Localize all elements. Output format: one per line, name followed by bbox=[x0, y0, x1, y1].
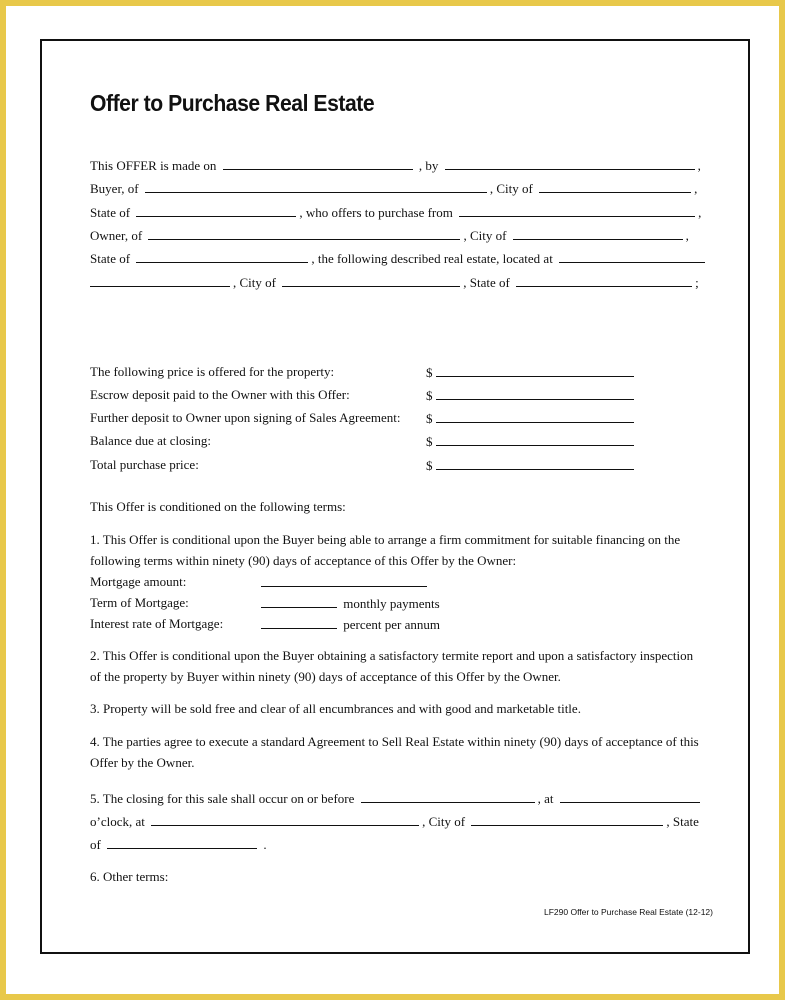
mortgage-amount-label: Mortgage amount: bbox=[90, 574, 187, 589]
price-field-row bbox=[426, 387, 637, 404]
owner-name-field[interactable] bbox=[459, 204, 695, 217]
conditions-intro: This Offer is conditioned on the following terms: bbox=[90, 499, 346, 514]
term-5-line-2 bbox=[90, 813, 699, 830]
label: , City of bbox=[489, 181, 533, 196]
intro-line-6 bbox=[90, 274, 699, 291]
label: , who offers to purchase from bbox=[299, 205, 453, 220]
dollar-sign: $ bbox=[426, 365, 433, 380]
label: , City of bbox=[463, 228, 507, 243]
intro-line-3 bbox=[90, 204, 701, 221]
mortgage-amount-field[interactable] bbox=[261, 574, 427, 587]
interest-rate-row bbox=[258, 616, 440, 633]
label: . bbox=[263, 837, 267, 852]
label: , State bbox=[666, 814, 699, 829]
term-of-mortgage-field[interactable] bbox=[261, 595, 337, 608]
term-of-mortgage-label: Term of Mortgage: bbox=[90, 595, 189, 610]
price-field-row bbox=[426, 457, 637, 474]
label: , bbox=[694, 181, 698, 196]
price-label: Balance due at closing: bbox=[90, 433, 211, 448]
term-6-text: 6. Other terms: bbox=[90, 869, 169, 884]
dollar-sign: $ bbox=[426, 411, 433, 426]
buyer-state-field[interactable] bbox=[136, 204, 296, 217]
term-2-text-cont: of the property by Buyer within ninety (90) days of acceptance of this Offer by the Owner. bbox=[90, 669, 561, 684]
label: , at bbox=[537, 791, 554, 806]
label: 5. The closing for this sale shall occur on or before bbox=[90, 791, 355, 806]
owner-state-field[interactable] bbox=[136, 250, 308, 263]
label: , City of bbox=[422, 814, 466, 829]
price-field-row bbox=[426, 433, 637, 450]
escrow-deposit-field[interactable] bbox=[436, 387, 634, 400]
interest-rate-field[interactable] bbox=[261, 616, 337, 629]
label: This OFFER is made on bbox=[90, 158, 217, 173]
price-label: Escrow deposit paid to the Owner with this Offer: bbox=[90, 387, 350, 402]
term-1-text-cont: following terms within ninety (90) days of acceptance of this Offer by the Owner: bbox=[90, 553, 517, 568]
price-field-row bbox=[426, 364, 637, 381]
property-location-field[interactable] bbox=[559, 250, 705, 263]
price-field-row bbox=[426, 410, 637, 427]
label: ; bbox=[695, 275, 699, 290]
dollar-sign: $ bbox=[426, 434, 433, 449]
property-city-field[interactable] bbox=[282, 274, 460, 287]
buyer-address-field[interactable] bbox=[145, 180, 487, 193]
label: of bbox=[90, 837, 101, 852]
percent-per-annum-label: percent per annum bbox=[343, 617, 440, 632]
form-footer: LF290 Offer to Purchase Real Estate (12-12) bbox=[544, 907, 713, 917]
term-4-text: 4. The parties agree to execute a standard Agreement to Sell Real Estate within ninety (90) days of acceptance of this bbox=[90, 734, 699, 749]
further-deposit-field[interactable] bbox=[436, 410, 634, 423]
price-label: Further deposit to Owner upon signing of Sales Agreement: bbox=[90, 410, 401, 425]
property-state-field[interactable] bbox=[516, 274, 692, 287]
term-2-text: 2. This Offer is conditional upon the Buyer obtaining a satisfactory termite report and upon a satisfactory inspection bbox=[90, 648, 694, 663]
intro-line-1 bbox=[90, 157, 701, 174]
label: , State of bbox=[463, 275, 510, 290]
label: , bbox=[698, 205, 702, 220]
mortgage-amount-row bbox=[258, 574, 430, 591]
closing-time-field[interactable] bbox=[560, 790, 700, 803]
closing-date-field[interactable] bbox=[361, 790, 535, 803]
label: , bbox=[685, 228, 689, 243]
term-5-line-3 bbox=[90, 836, 267, 853]
label: State of bbox=[90, 251, 131, 266]
closing-location-field[interactable] bbox=[151, 813, 419, 826]
label: , by bbox=[418, 158, 439, 173]
offer-date-field[interactable] bbox=[223, 157, 413, 170]
total-price-field[interactable] bbox=[436, 457, 634, 470]
closing-city-field[interactable] bbox=[471, 813, 663, 826]
form-title: Offer to Purchase Real Estate bbox=[90, 90, 375, 116]
term-1-text: 1. This Offer is conditional upon the Buyer being able to arrange a firm commitment for suitable financing on the bbox=[90, 532, 681, 547]
dollar-sign: $ bbox=[426, 458, 433, 473]
price-label: Total purchase price: bbox=[90, 457, 199, 472]
monthly-payments-label: monthly payments bbox=[343, 596, 440, 611]
price-label: The following price is offered for the property: bbox=[90, 364, 335, 379]
label: , the following described real estate, located at bbox=[311, 251, 553, 266]
property-address-field[interactable] bbox=[90, 274, 230, 287]
buyer-city-field[interactable] bbox=[539, 180, 691, 193]
term-3-text: 3. Property will be sold free and clear of all encumbrances and with good and marketable title. bbox=[90, 701, 581, 716]
intro-line-5 bbox=[90, 250, 708, 267]
closing-state-field[interactable] bbox=[107, 836, 257, 849]
label: State of bbox=[90, 205, 131, 220]
interest-rate-label: Interest rate of Mortgage: bbox=[90, 616, 224, 631]
offered-price-field[interactable] bbox=[436, 364, 634, 377]
intro-line-2 bbox=[90, 180, 697, 197]
label: o’clock, at bbox=[90, 814, 145, 829]
term-4-text-cont: Offer by the Owner. bbox=[90, 755, 195, 770]
balance-due-field[interactable] bbox=[436, 433, 634, 446]
intro-line-4 bbox=[90, 227, 689, 244]
label: Owner, of bbox=[90, 228, 143, 243]
label: Buyer, of bbox=[90, 181, 139, 196]
label: , City of bbox=[233, 275, 276, 290]
dollar-sign: $ bbox=[426, 388, 433, 403]
owner-address-field[interactable] bbox=[148, 227, 460, 240]
label: , bbox=[697, 158, 701, 173]
term-5-line-1 bbox=[90, 790, 703, 807]
owner-city-field[interactable] bbox=[513, 227, 683, 240]
buyer-name-field[interactable] bbox=[445, 157, 695, 170]
term-of-mortgage-row bbox=[258, 595, 440, 612]
